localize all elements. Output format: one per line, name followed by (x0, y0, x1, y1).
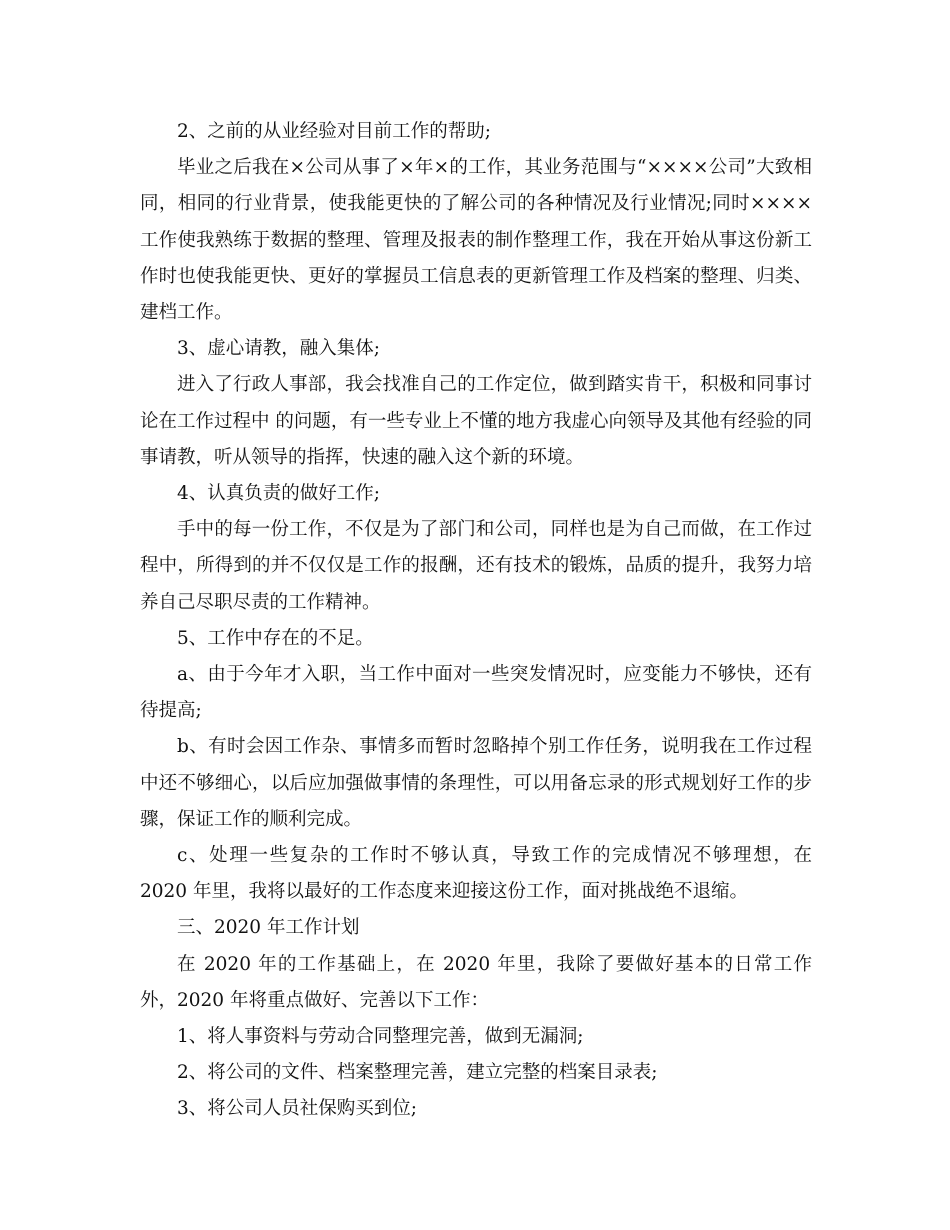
section-heading-experience: 2、之前的从业经验对目前工作的帮助; (177, 121, 492, 142)
paragraph-experience: 毕业之后我在×公司从事了×年×的工作，其业务范围与“××××公司”大致相同，相同的行业背景，使我能更快的了解公司的各种情况及行业情况;同时××××工作使我熟练于数据的整理、管理及报表的制作整理工作，我在开始从事这份新工作时也使我能更快、更好的掌握员工信息表的更新管理工作及档案的整理、归类、建档工作。 (140, 157, 812, 324)
section-heading-responsibility: 4、认真负责的做好工作; (177, 483, 381, 505)
shortcoming-item-a: a、由于今年才入职，当工作中面对一些突发情况时，应变能力不够快，还有待提高; (140, 664, 812, 722)
section-heading-learning: 3、虚心请教，融入集体; (177, 338, 381, 360)
paragraph-learning: 进入了行政人事部，我会找准自己的工作定位，做到踏实肯干，积极和同事讨论在工作过程中 的问题，有一些专业上不懂的地方我虚心向领导及其他有经验的同事请教，听从领导的指挥，快速的融入这个新的环境。 (140, 374, 812, 468)
paragraph-responsibility: 手中的每一份工作，不仅是为了部门和公司，同样也是为自己而做，在工作过程中，所得到的并不仅仅是工作的报酬，还有技术的锻炼，品质的提升，我努力培养自己尽职尽责的工作精神。 (140, 519, 812, 613)
document-body (140, 114, 812, 1128)
shortcoming-item-c: c、处理一些复杂的工作时不够认真，导致工作的完成情况不够理想，在 2020 年里，我将以最好的工作态度来迎接这份工作，面对挑战绝不退缩。 (140, 845, 812, 903)
shortcoming-item-b: b、有时会因工作杂、事情多而暂时忽略掉个别工作任务，说明我在工作过程中还不够细心，以后应加强做事情的条理性，可以用备忘录的形式规划好工作的步骤，保证工作的顺利完成。 (140, 736, 812, 830)
plan-item-1: 1、将人事资料与劳动合同整理完善，做到无漏洞; (177, 1026, 584, 1048)
section-heading-shortcomings: 5、工作中存在的不足。 (177, 627, 374, 649)
paragraph-plan-intro: 在 2020 年的工作基础上，在 2020 年里，我除了要做好基本的日常工作外，2020 年将重点做好、完善以下工作： (140, 953, 812, 1011)
plan-item-3: 3、将公司人员社保购买到位; (177, 1098, 418, 1120)
plan-item-2: 2、将公司的文件、档案整理完善，建立完整的档案目录表; (177, 1062, 658, 1084)
section-heading-plan: 三、2020 年工作计划 (177, 917, 360, 939)
